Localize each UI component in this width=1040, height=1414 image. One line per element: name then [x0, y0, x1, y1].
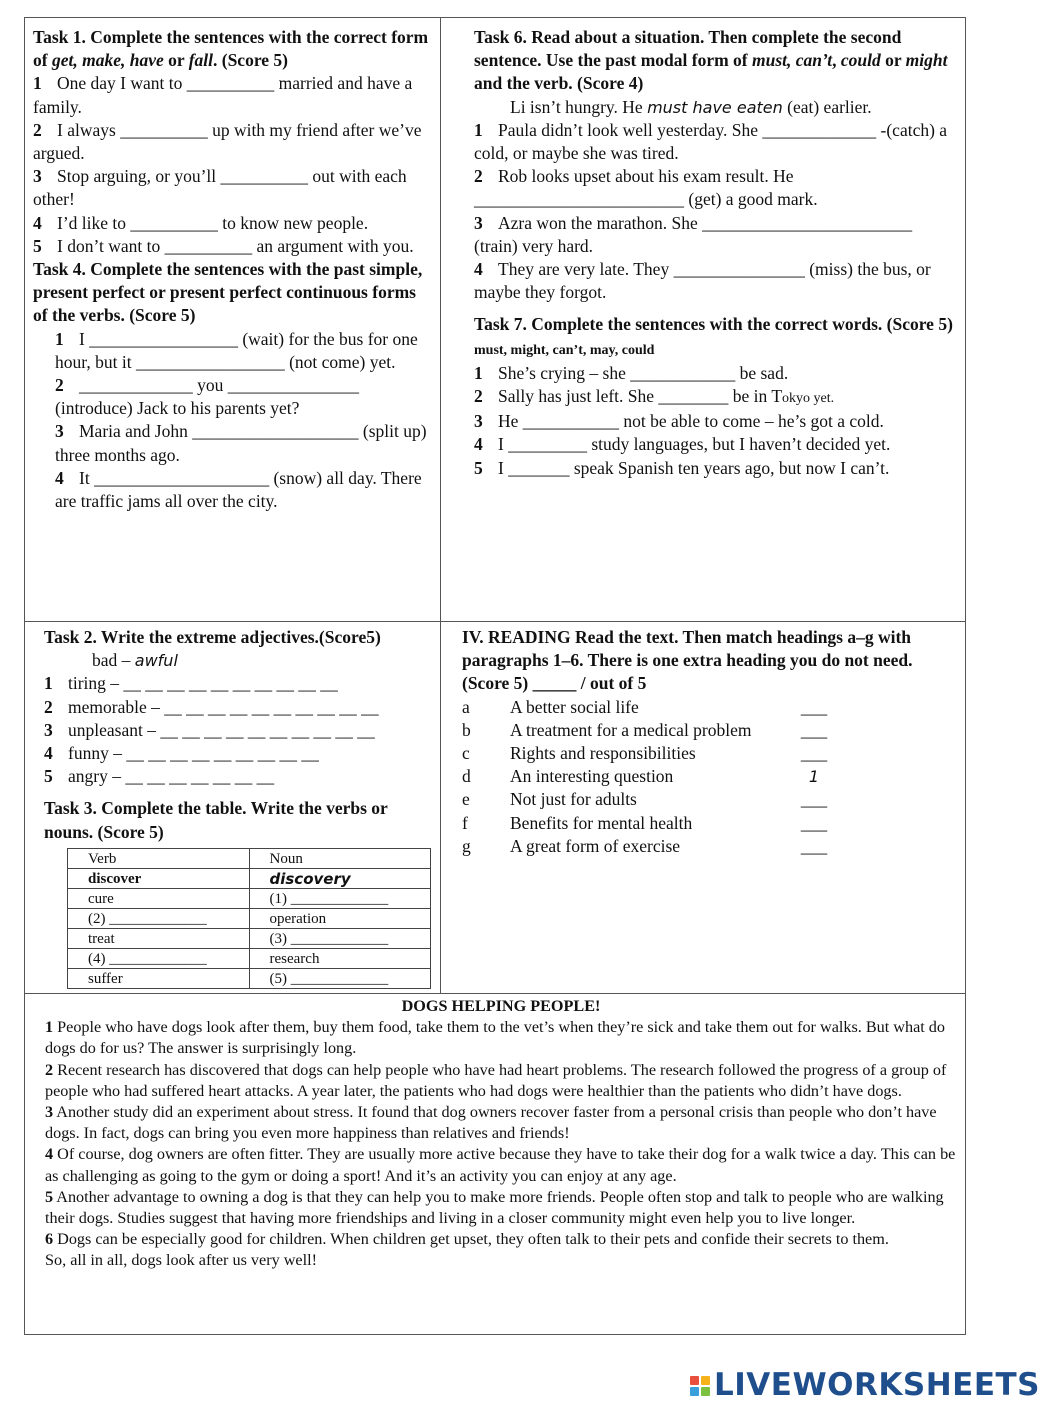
task2-item: 2 memorable – __ __ __ __ __ __ __ __ __ __ [44, 696, 436, 719]
logo-square [690, 1387, 699, 1396]
item-number: 1 [33, 73, 42, 94]
task4-item: 2 _____________ you _______________ (introduce) Jack to his parents yet? [55, 375, 359, 419]
task6-item: 3 Azra won the marathon. She ________________________ (train) very hard. [474, 212, 913, 256]
table-row [68, 929, 431, 949]
answer-blank[interactable]: __________ [220, 166, 308, 187]
task6-section [474, 26, 954, 480]
answer-blank[interactable]: _________________ [135, 351, 285, 372]
task7-items [474, 362, 954, 480]
item-number: 2 [474, 386, 483, 407]
task2-section [44, 626, 436, 844]
task6-example-answer: must have eaten [647, 97, 783, 117]
answer-blank[interactable]: ________ [658, 386, 729, 407]
task6-item: 2 Rob looks upset about his exam result. He ________________________ (get) a good mark. [474, 166, 818, 210]
answer-blank[interactable]: ___________________ [192, 421, 359, 442]
task2-example-answer: awful [134, 651, 178, 671]
task2-item: 3 unpleasant – __ __ __ __ __ __ __ __ __ __ [44, 719, 436, 742]
answer-blank[interactable]: __________ [164, 235, 253, 256]
answer-blank[interactable]: ____________________ [94, 467, 270, 488]
item-number: 2 [33, 119, 42, 140]
heading-option [462, 742, 957, 765]
reading-paragraph: 1 People who have dogs look after them, buy them food, take them to the vet’s when they’re sick and take them out for walks. But what do dogs do for us? The answer is surprisingly long. [45, 1018, 945, 1058]
heading-letter: e [462, 789, 470, 810]
answer-blank[interactable]: __________ [186, 73, 275, 94]
paragraph-number: 6 [45, 1230, 54, 1249]
answer-blank[interactable]: _____________ [762, 119, 877, 140]
item-number: 2 [474, 166, 483, 187]
heading-letter: b [462, 719, 471, 740]
reading-paragraph: 6 Dogs can be especially good for children. When children get upset, they often talk to their pets and confide their secrets to them. [45, 1230, 889, 1249]
logo-square [690, 1376, 699, 1385]
task4-title: Task 4. Complete the sentences with the past simple, present perfect or present perfect continuous forms of the verbs. (Score 5) [33, 259, 423, 326]
item-number: 1 [474, 362, 483, 383]
verb-cell[interactable]: (4) _____________ [68, 949, 250, 969]
task2-item: 1 tiring – __ __ __ __ __ __ __ __ __ __ [44, 672, 436, 695]
noun-cell[interactable]: (1) _____________ [249, 889, 431, 909]
logo-square [701, 1387, 710, 1396]
task3-title: Task 3. Complete the table. Write the verbs or nouns. (Score 5) [44, 798, 388, 842]
item-number: 4 [33, 212, 42, 233]
answer-blank[interactable]: ___________ [522, 411, 620, 432]
heading-letter: f [462, 812, 468, 833]
answer-blank[interactable]: __ __ __ __ __ __ __ __ __ __ [164, 696, 379, 717]
task7-title: Task 7. Complete the sentences with the correct words. (Score 5) must, might, can’t, may, could [474, 314, 953, 358]
item-number: 3 [474, 411, 483, 432]
paragraph-number: 3 [45, 1103, 54, 1122]
answer-blank[interactable]: _________________ [89, 328, 238, 349]
table-header-row [68, 849, 431, 869]
task4-item: 3 Maria and John ___________________ (split up) three months ago. [55, 421, 427, 465]
heading-answer[interactable]: ___ [800, 789, 828, 810]
heading-answer[interactable]: ___ [800, 835, 828, 856]
task7-item: 4 I _________ study languages, but I haven’t decided yet. [474, 433, 954, 456]
heading-answer[interactable]: ___ [800, 719, 828, 740]
answer-blank[interactable]: _______________ [227, 375, 359, 396]
reading-paragraph: 2 Recent research has discovered that dogs can help people who have had heart problems. The research followed the progress of a group of people who had suffered heart attacks. A year later, the patients who had dogs were healthier than the patients who didn’t have dogs. [45, 1060, 947, 1100]
item-number: 3 [33, 166, 42, 187]
item-number: 4 [44, 743, 53, 764]
task4-item: 1 I _________________ (wait) for the bus for one hour, but it _________________ (not come) yet. [55, 328, 418, 372]
task7-word-bank: must, might, can’t, may, could [474, 342, 655, 358]
task4-item: 4 It ____________________ (snow) all day. There are traffic jams all over the city. [55, 467, 422, 512]
noun-cell: operation [249, 909, 431, 929]
answer-blank[interactable]: __________ [120, 119, 208, 140]
reading-headings-section [462, 626, 957, 858]
task6-example: Li isn’t hungry. He must have eaten (eat) earlier. [510, 96, 872, 117]
task6-item: 1 Paula didn’t look well yesterday. She _____________ -(catch) a cold, or maybe she was tired. [474, 119, 948, 164]
table-row [68, 949, 431, 969]
item-number: 3 [44, 719, 53, 740]
reading-paragraph: 3 Another study did an experiment about stress. It found that dog owners recover faster from a personal crisis than people who don’t have dogs. In fact, dogs can bring you even more happiness than relatives and friends! [45, 1103, 937, 1143]
task1-item: 4 I’d like to __________ to know new people. [33, 212, 433, 235]
task1-items [33, 72, 433, 258]
heading-letter: c [462, 743, 470, 764]
item-number: 1 [55, 328, 64, 349]
task7-item: 3 He ___________ not be able to come – he’s got a cold. [474, 410, 954, 433]
task7-item: 5 I _______ speak Spanish ten years ago, but now I can’t. [474, 457, 954, 480]
verb-cell: suffer [68, 969, 250, 989]
heading-text: Not just for adults [510, 789, 637, 810]
task2-item: 5 angry – __ __ __ __ __ __ __ [44, 765, 436, 788]
heading-option [462, 765, 957, 788]
heading-option [462, 788, 957, 811]
heading-option [462, 812, 957, 835]
answer-blank[interactable]: ________________________ [702, 212, 913, 233]
verb-cell: treat [68, 929, 250, 949]
table-header-cell: Verb [68, 849, 250, 869]
heading-answer[interactable]: ___ [800, 743, 828, 764]
item-number: 3 [55, 421, 64, 442]
heading-text: A great form of exercise [510, 835, 681, 856]
task1-item: 5 I don’t want to __________ an argument with you. [33, 235, 433, 258]
heading-text: A treatment for a medical problem [510, 719, 752, 740]
item-number: 2 [44, 696, 53, 717]
item-number: 3 [474, 212, 483, 233]
task1-section [33, 26, 433, 513]
noun-cell: research [249, 949, 431, 969]
answer-blank[interactable]: __________ [130, 212, 218, 233]
reading-text-title: DOGS HELPING PEOPLE! [401, 997, 601, 1015]
answer-blank[interactable]: _______ [508, 457, 570, 478]
answer-blank[interactable]: _____________ [79, 375, 193, 396]
verb-cell: cure [68, 889, 250, 909]
answer-blank[interactable]: __ __ __ __ __ __ __ [125, 766, 275, 787]
task6-title: Task 6. Read about a situation. Then complete the second sentence. Use the past modal form of must, can’t, could or might and the verb. (Score 4) [474, 27, 948, 94]
divider-vertical-top [440, 17, 441, 994]
answer-blank[interactable]: _________ [508, 434, 587, 455]
heading-answer[interactable]: ___ [800, 696, 828, 717]
liveworksheets-icon [690, 1376, 710, 1396]
task4-items [33, 328, 433, 514]
task1-title: Task 1. Complete the sentences with the correct form of get, make, have or fall. (Score 5) [33, 27, 429, 71]
answer-blank[interactable]: _______________ [673, 259, 805, 280]
item-number: 4 [474, 259, 483, 280]
heading-text: Benefits for mental health [510, 812, 693, 833]
divider-horizontal-middle [24, 621, 966, 622]
answer-blank[interactable]: __ __ __ __ __ __ __ __ __ __ [160, 719, 375, 740]
item-number: 4 [55, 467, 64, 488]
task6-item: 4 They are very late. They _______________ (miss) the bus, or maybe they forgot. [474, 259, 931, 303]
heading-letter: g [462, 835, 471, 856]
answer-blank[interactable]: ____________ [630, 362, 736, 383]
paragraph-number: 5 [45, 1187, 54, 1206]
logo-square [701, 1376, 710, 1385]
table-header-cell: Noun [249, 849, 431, 869]
reading-paragraph: 5 Another advantage to owning a dog is that they can help you to make more friends. People often stop and talk to people who are walking their dogs. Studies suggest that having more friendships and living in a closer community might even help you to live longer. [45, 1187, 944, 1228]
heading-option [462, 835, 957, 858]
task2-title: Task 2. Write the extreme adjectives.(Score5) [44, 627, 381, 647]
item-number: 4 [474, 434, 483, 455]
item-number: 5 [33, 235, 42, 256]
heading-answer[interactable]: 1 [808, 767, 820, 787]
divider-horizontal-lower [24, 993, 966, 994]
item-number: 5 [44, 766, 53, 787]
item-number: 1 [474, 119, 483, 140]
liveworksheets-logo [690, 1367, 1040, 1403]
liveworksheets-brand: LIVEWORKSHEETS [714, 1367, 1040, 1403]
noun-cell[interactable]: (3) _____________ [249, 929, 431, 949]
table-row [68, 909, 431, 929]
table-row [68, 869, 431, 889]
item-number: 2 [55, 375, 64, 396]
task2-items [44, 672, 436, 788]
task7-item: 2 Sally has just left. She ________ be in Tokyo yet. [474, 385, 954, 410]
task6-items [474, 119, 954, 305]
heading-letter: d [462, 766, 471, 787]
task7-item: 1 She’s crying – she ____________ be sad. [474, 362, 954, 385]
heading-text: A better social life [510, 696, 639, 717]
reading-text-section [45, 996, 957, 1272]
reading-headings [462, 696, 957, 858]
task1-item: 2 I always __________ up with my friend after we’ve argued. [33, 119, 422, 164]
verb-cell: discover [68, 869, 250, 889]
heading-letter: a [462, 696, 470, 717]
paragraph-number: 1 [45, 1018, 54, 1037]
heading-text: An interesting question [510, 766, 674, 787]
task1-item: 3 Stop arguing, or you’ll __________ out with each other! [33, 166, 407, 210]
answer-blank[interactable]: __ __ __ __ __ __ __ __ __ __ [123, 673, 338, 694]
table-row [68, 889, 431, 909]
heading-option [462, 696, 957, 719]
task1-item: 1 One day I want to __________ married and have a family. [33, 73, 413, 117]
task2-item: 4 funny – __ __ __ __ __ __ __ __ __ [44, 742, 436, 765]
item-number: 5 [474, 457, 483, 478]
reading-closing: So, all in all, dogs look after us very well! [45, 1251, 317, 1270]
table-row [68, 969, 431, 989]
verb-cell[interactable]: (2) _____________ [68, 909, 250, 929]
answer-blank[interactable]: __ __ __ __ __ __ __ __ __ [126, 743, 319, 764]
noun-cell[interactable]: (5) _____________ [249, 969, 431, 989]
reading-paragraph: 4 Of course, dog owners are often fitter. They are usually more active because they have to take their dog for a walk twice a day. This can be as challenging as going to the gym or doing a sport! And it’s an activity you can enjoy at any age. [45, 1145, 956, 1185]
heading-answer[interactable]: ___ [800, 812, 828, 833]
noun-cell: discovery [249, 869, 431, 889]
task2-example: bad – awful [92, 650, 178, 671]
paragraph-number: 2 [45, 1060, 54, 1079]
task3-table [67, 848, 431, 989]
heading-text: Rights and responsibilities [510, 743, 696, 764]
answer-blank[interactable]: ________________________ [474, 189, 684, 210]
reading-paragraphs [45, 1017, 957, 1250]
reading-title: IV. READING Read the text. Then match headings a–g with paragraphs 1–6. There is one extra heading you do not need. (Score 5) _____ / out of 5 [462, 627, 913, 694]
item-number: 1 [44, 673, 53, 694]
heading-option [462, 719, 957, 742]
paragraph-number: 4 [45, 1145, 54, 1164]
